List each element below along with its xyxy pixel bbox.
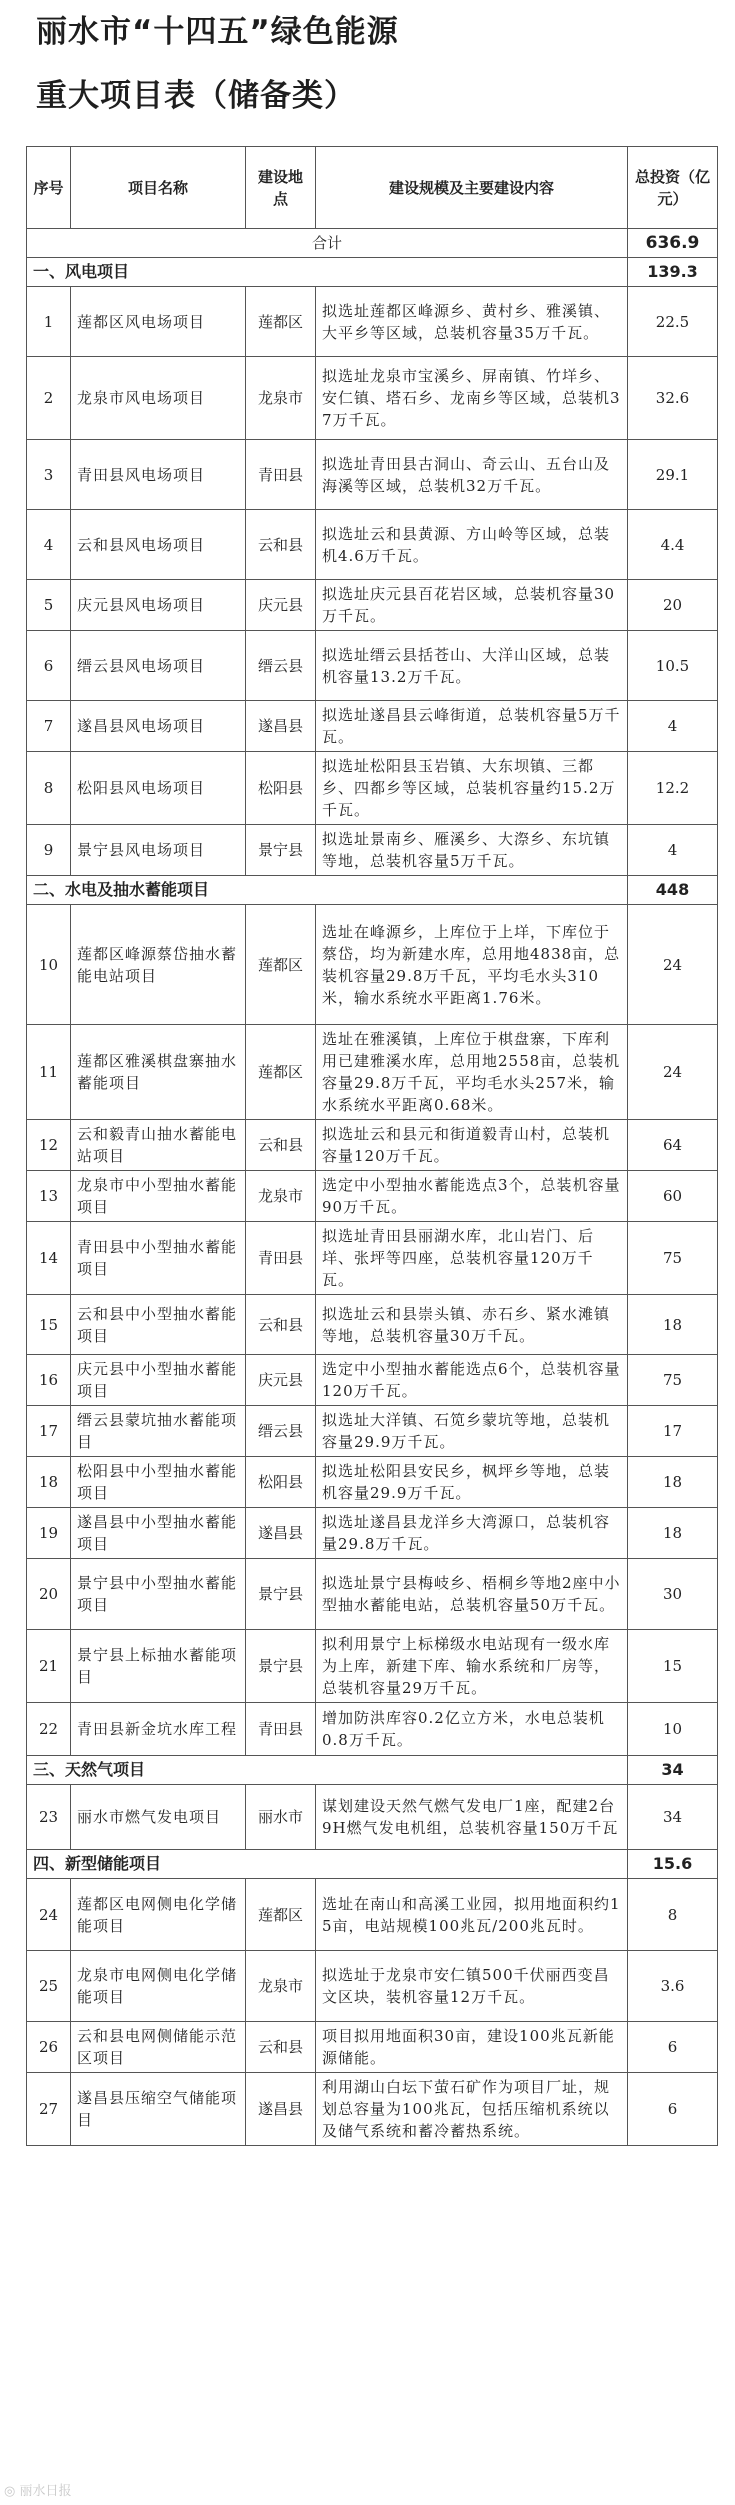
project-location: 云和县	[246, 1120, 316, 1171]
row-number: 7	[27, 701, 71, 752]
project-investment: 20	[628, 580, 718, 631]
row-number: 23	[27, 1785, 71, 1850]
section-row	[27, 1850, 718, 1879]
project-content: 拟利用景宁上标梯级水电站现有一级水库为上库，新建下库、输水系统和厂房等，总装机容量29万千瓦。	[316, 1630, 628, 1703]
total-row	[27, 229, 718, 258]
table-row	[27, 631, 718, 701]
project-content: 选址在峰源乡，上库位于上垟，下库位于蔡岱，均为新建水库，总用地4838亩，总装机容量29.8万千瓦，平均毛水头310米，输水系统水平距离1.76米。	[316, 905, 628, 1025]
project-investment: 22.5	[628, 287, 718, 357]
row-number: 25	[27, 1951, 71, 2022]
table-row	[27, 752, 718, 825]
section-row	[27, 876, 718, 905]
project-content: 选定中小型抽水蓄能选点6个，总装机容量120万千瓦。	[316, 1355, 628, 1406]
section-title: 一、风电项目	[27, 258, 628, 287]
row-number: 22	[27, 1703, 71, 1756]
project-investment: 64	[628, 1120, 718, 1171]
project-location: 遂昌县	[246, 1508, 316, 1559]
project-name: 景宁县风电场项目	[71, 825, 246, 876]
total-value: 636.9	[628, 229, 718, 258]
project-content: 谋划建设天然气燃气发电厂1座，配建2台9H燃气发电机组，总装机容量150万千瓦	[316, 1785, 628, 1850]
row-number: 12	[27, 1120, 71, 1171]
section-row	[27, 1756, 718, 1785]
row-number: 15	[27, 1295, 71, 1355]
row-number: 20	[27, 1559, 71, 1630]
project-location: 莲都区	[246, 287, 316, 357]
project-name: 云和毅青山抽水蓄能电站项目	[71, 1120, 246, 1171]
header-investment: 总投资（亿元）	[628, 147, 718, 229]
project-name: 遂昌县中小型抽水蓄能项目	[71, 1508, 246, 1559]
table-row	[27, 510, 718, 580]
project-name: 青田县中小型抽水蓄能项目	[71, 1222, 246, 1295]
row-number: 26	[27, 2022, 71, 2073]
project-location: 庆元县	[246, 1355, 316, 1406]
project-content: 选定中小型抽水蓄能选点3个，总装机容量90万千瓦。	[316, 1171, 628, 1222]
section-row	[27, 258, 718, 287]
project-investment: 18	[628, 1508, 718, 1559]
project-location: 龙泉市	[246, 1951, 316, 2022]
project-investment: 8	[628, 1879, 718, 1951]
project-name: 遂昌县压缩空气储能项目	[71, 2073, 246, 2146]
project-investment: 17	[628, 1406, 718, 1457]
project-investment: 4	[628, 825, 718, 876]
project-content: 拟选址景南乡、雁溪乡、大漈乡、东坑镇等地，总装机容量5万千瓦。	[316, 825, 628, 876]
project-location: 松阳县	[246, 1457, 316, 1508]
project-location: 青田县	[246, 440, 316, 510]
section-total: 448	[628, 876, 718, 905]
project-location: 云和县	[246, 1295, 316, 1355]
project-name: 青田县风电场项目	[71, 440, 246, 510]
table-row	[27, 440, 718, 510]
table-row	[27, 580, 718, 631]
project-name: 云和县风电场项目	[71, 510, 246, 580]
section-title: 四、新型储能项目	[27, 1850, 628, 1879]
project-content: 拟选址遂昌县龙洋乡大湾源口，总装机容量29.8万千瓦。	[316, 1508, 628, 1559]
table-row	[27, 1120, 718, 1171]
row-number: 24	[27, 1879, 71, 1951]
project-location: 龙泉市	[246, 357, 316, 440]
project-location: 莲都区	[246, 1025, 316, 1120]
row-number: 27	[27, 2073, 71, 2146]
table-row	[27, 1785, 718, 1850]
project-content: 拟选址云和县崇头镇、赤石乡、紧水滩镇等地，总装机容量30万千瓦。	[316, 1295, 628, 1355]
total-label: 合计	[27, 229, 628, 258]
project-name: 丽水市燃气发电项目	[71, 1785, 246, 1850]
project-name: 缙云县风电场项目	[71, 631, 246, 701]
project-content: 拟选址松阳县安民乡，枫坪乡等地，总装机容量29.9万千瓦。	[316, 1457, 628, 1508]
project-location: 遂昌县	[246, 701, 316, 752]
project-name: 景宁县中小型抽水蓄能项目	[71, 1559, 246, 1630]
row-number: 9	[27, 825, 71, 876]
project-content: 拟选址云和县元和街道毅青山村，总装机容量120万千瓦。	[316, 1120, 628, 1171]
table-row	[27, 701, 718, 752]
row-number: 17	[27, 1406, 71, 1457]
section-total: 15.6	[628, 1850, 718, 1879]
project-location: 遂昌县	[246, 2073, 316, 2146]
project-location: 景宁县	[246, 1559, 316, 1630]
table-row	[27, 1295, 718, 1355]
project-location: 景宁县	[246, 825, 316, 876]
project-name: 莲都区雅溪棋盘寨抽水蓄能项目	[71, 1025, 246, 1120]
row-number: 8	[27, 752, 71, 825]
table-row	[27, 1222, 718, 1295]
project-name: 龙泉市风电场项目	[71, 357, 246, 440]
header-location: 建设地点	[246, 147, 316, 229]
project-investment: 12.2	[628, 752, 718, 825]
row-number: 11	[27, 1025, 71, 1120]
table-row	[27, 2073, 718, 2146]
project-investment: 18	[628, 1295, 718, 1355]
row-number: 21	[27, 1630, 71, 1703]
table-row	[27, 905, 718, 1025]
project-name: 庆元县风电场项目	[71, 580, 246, 631]
project-location: 庆元县	[246, 580, 316, 631]
project-investment: 30	[628, 1559, 718, 1630]
section-total: 34	[628, 1756, 718, 1785]
project-location: 云和县	[246, 2022, 316, 2073]
table-header-row	[27, 147, 718, 229]
watermark: ◎ 丽水日报	[4, 2484, 72, 2499]
project-name: 缙云县蒙坑抽水蓄能项目	[71, 1406, 246, 1457]
project-content: 拟选址莲都区峰源乡、黄村乡、雅溪镇、大平乡等区域，总装机容量35万千瓦。	[316, 287, 628, 357]
project-investment: 6	[628, 2073, 718, 2146]
table-row	[27, 825, 718, 876]
project-content: 拟选址大洋镇、石笕乡蒙坑等地，总装机容量29.9万千瓦。	[316, 1406, 628, 1457]
table-row	[27, 1951, 718, 2022]
project-content: 项目拟用地面积30亩，建设100兆瓦新能源储能。	[316, 2022, 628, 2073]
project-table	[26, 146, 718, 2146]
project-content: 拟选址景宁县梅岐乡、梧桐乡等地2座中小型抽水蓄能电站，总装机容量50万千瓦。	[316, 1559, 628, 1630]
project-name: 云和县中小型抽水蓄能项目	[71, 1295, 246, 1355]
project-content: 拟选址龙泉市宝溪乡、屏南镇、竹垟乡、安仁镇、塔石乡、龙南乡等区域，总装机37万千瓦。	[316, 357, 628, 440]
project-investment: 15	[628, 1630, 718, 1703]
project-investment: 6	[628, 2022, 718, 2073]
project-investment: 75	[628, 1355, 718, 1406]
project-location: 莲都区	[246, 905, 316, 1025]
project-location: 云和县	[246, 510, 316, 580]
project-name: 青田县新金坑水库工程	[71, 1703, 246, 1756]
section-title: 三、天然气项目	[27, 1756, 628, 1785]
project-content: 选址在雅溪镇，上库位于棋盘寨，下库利用已建雅溪水库，总用地2558亩，总装机容量29.8万千瓦，平均毛水头257米，输水系统水平距离0.68米。	[316, 1025, 628, 1120]
project-investment: 75	[628, 1222, 718, 1295]
project-name: 遂昌县风电场项目	[71, 701, 246, 752]
table-row	[27, 1630, 718, 1703]
page-title-line-1: 丽水市“十四五”绿色能源	[36, 14, 399, 50]
project-investment: 10.5	[628, 631, 718, 701]
row-number: 4	[27, 510, 71, 580]
section-total: 139.3	[628, 258, 718, 287]
project-content: 拟选址云和县黄源、方山岭等区域，总装机4.6万千瓦。	[316, 510, 628, 580]
project-investment: 32.6	[628, 357, 718, 440]
project-content: 拟选址松阳县玉岩镇、大东坝镇、三都乡、四都乡等区域，总装机容量约15.2万千瓦。	[316, 752, 628, 825]
project-investment: 18	[628, 1457, 718, 1508]
row-number: 13	[27, 1171, 71, 1222]
project-name: 莲都区峰源蔡岱抽水蓄能电站项目	[71, 905, 246, 1025]
section-title: 二、水电及抽水蓄能项目	[27, 876, 628, 905]
table-row	[27, 1508, 718, 1559]
table-row	[27, 1879, 718, 1951]
project-location: 青田县	[246, 1222, 316, 1295]
project-name: 云和县电网侧储能示范区项目	[71, 2022, 246, 2073]
project-content: 拟选址青田县古洞山、奇云山、五台山及海溪等区域，总装机32万千瓦。	[316, 440, 628, 510]
project-investment: 4	[628, 701, 718, 752]
project-content: 选址在南山和高溪工业园，拟用地面积约15亩，电站规模100兆瓦/200兆瓦时。	[316, 1879, 628, 1951]
project-name: 龙泉市中小型抽水蓄能项目	[71, 1171, 246, 1222]
row-number: 5	[27, 580, 71, 631]
row-number: 18	[27, 1457, 71, 1508]
table-row	[27, 287, 718, 357]
project-location: 龙泉市	[246, 1171, 316, 1222]
row-number: 6	[27, 631, 71, 701]
row-number: 14	[27, 1222, 71, 1295]
header-content: 建设规模及主要建设内容	[316, 147, 628, 229]
project-name: 松阳县风电场项目	[71, 752, 246, 825]
row-number: 19	[27, 1508, 71, 1559]
table-row	[27, 1025, 718, 1120]
header-no: 序号	[27, 147, 71, 229]
table-row	[27, 1457, 718, 1508]
row-number: 2	[27, 357, 71, 440]
project-content: 利用湖山白坛下萤石矿作为项目厂址，规划总容量为100兆瓦，包括压缩机系统以及储气系统和蓄冷蓄热系统。	[316, 2073, 628, 2146]
project-investment: 24	[628, 1025, 718, 1120]
project-name: 景宁县上标抽水蓄能项目	[71, 1630, 246, 1703]
page-title-line-2: 重大项目表（储备类）	[36, 78, 356, 114]
project-investment: 29.1	[628, 440, 718, 510]
project-location: 松阳县	[246, 752, 316, 825]
project-content: 增加防洪库容0.2亿立方米，水电总装机0.8万千瓦。	[316, 1703, 628, 1756]
row-number: 1	[27, 287, 71, 357]
project-name: 松阳县中小型抽水蓄能项目	[71, 1457, 246, 1508]
project-investment: 24	[628, 905, 718, 1025]
table-row	[27, 1559, 718, 1630]
project-location: 青田县	[246, 1703, 316, 1756]
header-name: 项目名称	[71, 147, 246, 229]
table-row	[27, 2022, 718, 2073]
project-location: 缙云县	[246, 631, 316, 701]
project-location: 莲都区	[246, 1879, 316, 1951]
row-number: 3	[27, 440, 71, 510]
project-location: 丽水市	[246, 1785, 316, 1850]
project-location: 景宁县	[246, 1630, 316, 1703]
row-number: 16	[27, 1355, 71, 1406]
project-content: 拟选址于龙泉市安仁镇500千伏丽西变昌文区块，装机容量12万千瓦。	[316, 1951, 628, 2022]
table-row	[27, 1171, 718, 1222]
table-row	[27, 1703, 718, 1756]
project-investment: 4.4	[628, 510, 718, 580]
project-name: 莲都区风电场项目	[71, 287, 246, 357]
project-location: 缙云县	[246, 1406, 316, 1457]
project-name: 庆元县中小型抽水蓄能项目	[71, 1355, 246, 1406]
table-row	[27, 357, 718, 440]
table-row	[27, 1406, 718, 1457]
project-investment: 34	[628, 1785, 718, 1850]
project-investment: 60	[628, 1171, 718, 1222]
project-investment: 3.6	[628, 1951, 718, 2022]
project-name: 莲都区电网侧电化学储能项目	[71, 1879, 246, 1951]
project-content: 拟选址庆元县百花岩区域，总装机容量30万千瓦。	[316, 580, 628, 631]
project-content: 拟选址遂昌县云峰街道，总装机容量5万千瓦。	[316, 701, 628, 752]
project-content: 拟选址青田县丽湖水库，北山岩门、后垟、张坪等四座，总装机容量120万千瓦。	[316, 1222, 628, 1295]
project-investment: 10	[628, 1703, 718, 1756]
project-content: 拟选址缙云县括苍山、大洋山区域，总装机容量13.2万千瓦。	[316, 631, 628, 701]
project-name: 龙泉市电网侧电化学储能项目	[71, 1951, 246, 2022]
row-number: 10	[27, 905, 71, 1025]
table-row	[27, 1355, 718, 1406]
